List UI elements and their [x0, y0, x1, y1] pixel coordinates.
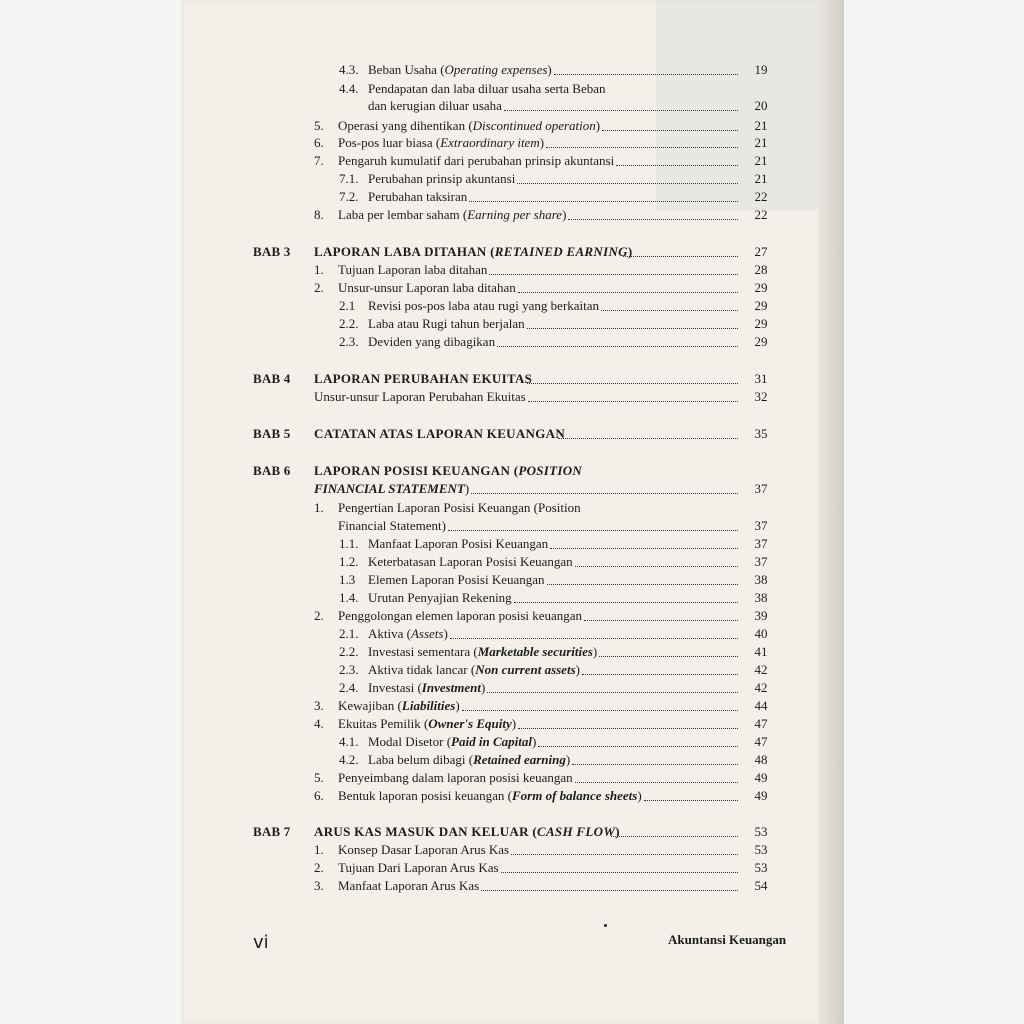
page-number-ref: 29	[754, 334, 768, 349]
entry-title: Kewajiban (Liabilities)	[338, 698, 460, 713]
entry-number: 2.4.	[339, 680, 359, 695]
entry-title-english: Discontinued operation	[472, 118, 596, 133]
dotted-leader	[623, 243, 738, 257]
entry-number: 6.	[314, 135, 324, 150]
page-number-ref: 47	[754, 716, 768, 731]
entry-title: Investasi sementara (Marketable securities)	[368, 644, 598, 659]
page-number-ref: 29	[754, 298, 768, 313]
entry-number: 2.1.	[339, 626, 359, 641]
dotted-leader	[572, 751, 738, 765]
page-number-ref: 53	[754, 824, 768, 839]
dotted-leader	[601, 297, 738, 311]
chapter-title: LAPORAN POSISI KEUANGAN (POSITION	[314, 463, 583, 478]
page-number-ref: 37	[754, 536, 768, 551]
dotted-leader	[538, 733, 738, 747]
entry-number: 1.3	[339, 572, 356, 587]
dotted-leader	[554, 61, 738, 75]
dotted-leader	[602, 117, 738, 131]
page-number-ref: 37	[754, 518, 768, 533]
page-number-ref: 54	[754, 878, 768, 893]
page-number-ref: 22	[754, 207, 768, 222]
chapter-heading-row	[0, 370, 1024, 388]
entry-title: Pengertian Laporan Posisi Keuangan (Position	[338, 500, 581, 515]
toc-entry-row	[0, 607, 1024, 625]
entry-number: 4.3.	[339, 62, 359, 77]
ink-speck	[604, 924, 607, 927]
toc-entry-row	[0, 517, 1024, 535]
chapter-heading-row	[0, 462, 1024, 480]
entry-title: Keterbatasan Laporan Posisi Keuangan	[368, 554, 573, 569]
dotted-leader	[471, 480, 738, 494]
entry-title: Pos-pos luar biasa (Extraordinary item)	[338, 135, 545, 150]
entry-title-english: Assets	[410, 626, 444, 641]
toc-entry-row	[0, 877, 1024, 895]
toc-entry-row	[0, 841, 1024, 859]
page-number-ref: 35	[754, 426, 768, 441]
entry-title: Deviden yang dibagikan	[368, 334, 496, 349]
entry-title: Elemen Laporan Posisi Keuangan	[368, 572, 545, 587]
entry-title-english: Extraordinary item	[440, 135, 540, 150]
entry-title: Operasi yang dihentikan (Discontinued operation)	[338, 118, 601, 133]
chapter-label: BAB 4	[253, 371, 291, 386]
entry-title: Laba belum dibagi (Retained earning)	[368, 752, 571, 767]
toc-entry-row	[0, 643, 1024, 661]
page-number-ref: 42	[754, 680, 768, 695]
entry-title: dan kerugian diluar usaha	[368, 98, 502, 113]
entry-title: FINANCIAL STATEMENT)	[314, 481, 470, 496]
toc-entry-row	[0, 715, 1024, 733]
entry-title: Bentuk laporan posisi keuangan (Form of balance sheets)	[338, 788, 642, 803]
chapter-title: CATATAN ATAS LAPORAN KEUANGAN	[314, 426, 566, 441]
toc-entry-row	[0, 315, 1024, 333]
chapter-label: BAB 3	[253, 244, 291, 259]
toc-entry-row	[0, 117, 1024, 135]
page-number-ref: 29	[754, 316, 768, 331]
entry-title-english: Operating expenses	[444, 62, 548, 77]
toc-entry-row	[0, 571, 1024, 589]
dotted-leader	[546, 134, 738, 148]
dotted-leader	[487, 679, 738, 693]
entry-number: 3.	[314, 878, 324, 893]
toc-entry-row	[0, 297, 1024, 315]
chapter-heading-row	[0, 823, 1024, 841]
entry-title: Investasi (Investment)	[368, 680, 486, 695]
dotted-leader	[518, 279, 738, 293]
dotted-leader	[547, 571, 738, 585]
entry-number: 4.1.	[339, 734, 359, 749]
entry-title: Aktiva tidak lancar (Non current assets)	[368, 662, 580, 677]
running-footer-title: Akuntansi Keuangan	[668, 932, 787, 947]
entry-title: Tujuan Dari Laporan Arus Kas	[338, 860, 499, 875]
dotted-leader	[528, 388, 738, 402]
entry-title-english: RETAINED EARNING	[494, 244, 628, 259]
entry-number: 5.	[314, 118, 324, 133]
entry-title: Laba atau Rugi tahun berjalan	[368, 316, 525, 331]
entry-title-english: FINANCIAL STATEMENT	[314, 481, 465, 496]
entry-title: Pengaruh kumulatif dari perubahan prinsip akuntansi	[338, 153, 615, 168]
entry-title-english: Marketable securities	[477, 644, 593, 659]
dotted-leader	[514, 589, 738, 603]
entry-title: Manfaat Laporan Arus Kas	[338, 878, 480, 893]
toc-entry-row	[0, 679, 1024, 697]
entry-number: 2.1	[339, 298, 356, 313]
page-number: vi	[253, 932, 269, 953]
toc-entry-row	[0, 769, 1024, 787]
entry-title: Penyeimbang dalam laporan posisi keuangan	[338, 770, 573, 785]
dotted-leader	[584, 607, 738, 621]
toc-entry-row	[0, 480, 1024, 498]
dotted-leader	[450, 625, 738, 639]
entry-title-english: POSITION	[518, 463, 583, 478]
entry-number: 5.	[314, 770, 324, 785]
dotted-leader	[489, 261, 738, 275]
page-number-ref: 41	[754, 644, 768, 659]
toc-entry-row	[0, 535, 1024, 553]
page-number-ref: 31	[754, 371, 768, 386]
toc-entry-row	[0, 697, 1024, 715]
entry-title-english: Earning per share	[467, 207, 563, 222]
toc-entry-row	[0, 134, 1024, 152]
toc-entry-row	[0, 188, 1024, 206]
entry-number: 7.	[314, 153, 324, 168]
entry-number: 7.1.	[339, 171, 359, 186]
toc-entry-row	[0, 333, 1024, 351]
entry-title: Perubahan taksiran	[368, 189, 468, 204]
entry-number: 2.	[314, 608, 324, 623]
toc-entry-row	[0, 661, 1024, 679]
entry-title: Revisi pos-pos laba atau rugi yang berkaitan	[368, 298, 600, 313]
toc-entry-row	[0, 388, 1024, 406]
page-number-ref: 28	[754, 262, 768, 277]
page-number-ref: 32	[754, 389, 768, 404]
toc-entry-row	[0, 787, 1024, 805]
dotted-leader	[481, 877, 738, 891]
page-number-ref: 49	[754, 788, 768, 803]
chapter-title: LAPORAN LABA DITAHAN (RETAINED EARNING)	[314, 244, 633, 259]
entry-number: 2.3.	[339, 334, 359, 349]
entry-title-english: CASH FLOW	[536, 824, 616, 839]
dotted-leader	[511, 841, 738, 855]
entry-number: 7.2.	[339, 189, 359, 204]
entry-title: Laba per lembar saham (Earning per share)	[338, 207, 567, 222]
toc-entry-row	[0, 589, 1024, 607]
entry-title: Beban Usaha (Operating expenses)	[368, 62, 552, 77]
toc-entry-row	[0, 625, 1024, 643]
dotted-leader	[462, 697, 738, 711]
chapter-heading-row	[0, 243, 1024, 261]
toc-entry-row	[0, 751, 1024, 769]
entry-title-english: Form of balance sheets	[512, 788, 638, 803]
dotted-leader	[527, 315, 738, 329]
dotted-leader	[469, 188, 738, 202]
dotted-leader	[575, 769, 738, 783]
page-number-ref: 39	[754, 608, 768, 623]
entry-title-english: Non current assets	[475, 662, 576, 677]
page-number-ref: 29	[754, 280, 768, 295]
toc-entry-row	[0, 499, 1024, 517]
entry-number: 1.	[314, 262, 324, 277]
page-number-ref: 21	[754, 153, 768, 168]
page-number-ref: 38	[754, 590, 768, 605]
toc-entry-row	[0, 97, 1024, 115]
dotted-leader	[497, 333, 738, 347]
dotted-leader	[599, 643, 738, 657]
dotted-leader	[575, 553, 738, 567]
dotted-leader	[504, 97, 738, 111]
chapter-heading-row	[0, 425, 1024, 443]
entry-title: Tujuan Laporan laba ditahan	[338, 262, 488, 277]
toc-entry-row	[0, 80, 1024, 98]
page-number-ref: 27	[754, 244, 768, 259]
toc-entry-row	[0, 61, 1024, 79]
toc-entry-row	[0, 733, 1024, 751]
dotted-leader	[616, 152, 738, 166]
toc-entry-row	[0, 206, 1024, 224]
page-number-ref: 21	[754, 118, 768, 133]
entry-title: Aktiva (Assets)	[368, 626, 448, 641]
entry-title: Penggolongan elemen laporan posisi keuangan	[338, 608, 583, 623]
dotted-leader	[582, 661, 738, 675]
entry-title-english: Investment	[421, 680, 482, 695]
page-number-ref: 37	[754, 554, 768, 569]
dotted-leader	[568, 206, 738, 220]
entry-number: 1.1.	[339, 536, 359, 551]
page-number-ref: 48	[754, 752, 768, 767]
page-number-ref: 42	[754, 662, 768, 677]
dotted-leader	[518, 715, 738, 729]
dotted-leader	[558, 425, 738, 439]
entry-number: 6.	[314, 788, 324, 803]
entry-number: 2.2.	[339, 316, 359, 331]
page-number-ref: 21	[754, 135, 768, 150]
entry-number: 8.	[314, 207, 324, 222]
dotted-leader	[517, 170, 738, 184]
chapter-title: ARUS KAS MASUK DAN KELUAR (CASH FLOW)	[314, 824, 620, 839]
entry-number: 1.	[314, 842, 324, 857]
chapter-label: BAB 6	[253, 463, 291, 478]
entry-number: 2.2.	[339, 644, 359, 659]
page-number-ref: 44	[754, 698, 768, 713]
toc-entry-row	[0, 261, 1024, 279]
entry-number: 3.	[314, 698, 324, 713]
dotted-leader	[611, 823, 738, 837]
entry-number: 1.4.	[339, 590, 359, 605]
dotted-leader	[550, 535, 738, 549]
page-number-ref: 21	[754, 171, 768, 186]
dotted-leader	[527, 370, 738, 384]
entry-number: 1.	[314, 500, 324, 515]
chapter-title: LAPORAN PERUBAHAN EKUITAS	[314, 371, 533, 386]
entry-title: Perubahan prinsip akuntansi	[368, 171, 516, 186]
entry-title: Modal Disetor (Paid in Capital)	[368, 734, 537, 749]
entry-title: Ekuitas Pemilik (Owner's Equity)	[338, 716, 517, 731]
chapter-label: BAB 7	[253, 824, 291, 839]
toc-entry-row	[0, 152, 1024, 170]
entry-number: 4.4.	[339, 81, 359, 96]
entry-title: Konsep Dasar Laporan Arus Kas	[338, 842, 510, 857]
entry-title-english: Paid in Capital	[451, 734, 532, 749]
entry-number: 2.	[314, 860, 324, 875]
entry-number: 2.	[314, 280, 324, 295]
entry-title: Financial Statement)	[338, 518, 446, 533]
page-number-ref: 53	[754, 860, 768, 875]
entry-title: Manfaat Laporan Posisi Keuangan	[368, 536, 549, 551]
chapter-label: BAB 5	[253, 426, 291, 441]
dotted-leader	[501, 859, 738, 873]
page-number-ref: 49	[754, 770, 768, 785]
entry-number: 4.2.	[339, 752, 359, 767]
entry-title: Unsur-unsur Laporan Perubahan Ekuitas	[314, 389, 526, 404]
dotted-leader	[644, 787, 738, 801]
entry-title-english: Liabilities	[401, 698, 456, 713]
entry-number: 2.3.	[339, 662, 359, 677]
page-number-ref: 37	[754, 481, 768, 496]
toc-entry-row	[0, 553, 1024, 571]
entry-title: Pendapatan dan laba diluar usaha serta Beban	[368, 81, 606, 96]
toc-entry-row	[0, 170, 1024, 188]
entry-title: Unsur-unsur Laporan laba ditahan	[338, 280, 516, 295]
page-number-ref: 53	[754, 842, 768, 857]
entry-title-english: Retained earning	[473, 752, 566, 767]
page-number-ref: 47	[754, 734, 768, 749]
page-number-ref: 38	[754, 572, 768, 587]
page-number-ref: 19	[754, 62, 768, 77]
page-number-ref: 20	[754, 98, 768, 113]
toc-entry-row	[0, 859, 1024, 877]
page-number-ref: 22	[754, 189, 768, 204]
entry-number: 1.2.	[339, 554, 359, 569]
entry-title-english: Owner's Equity	[428, 716, 512, 731]
dotted-leader	[448, 517, 738, 531]
page-number-ref: 40	[754, 626, 768, 641]
toc-entry-row	[0, 279, 1024, 297]
entry-number: 4.	[314, 716, 324, 731]
entry-title: Urutan Penyajian Rekening	[368, 590, 512, 605]
